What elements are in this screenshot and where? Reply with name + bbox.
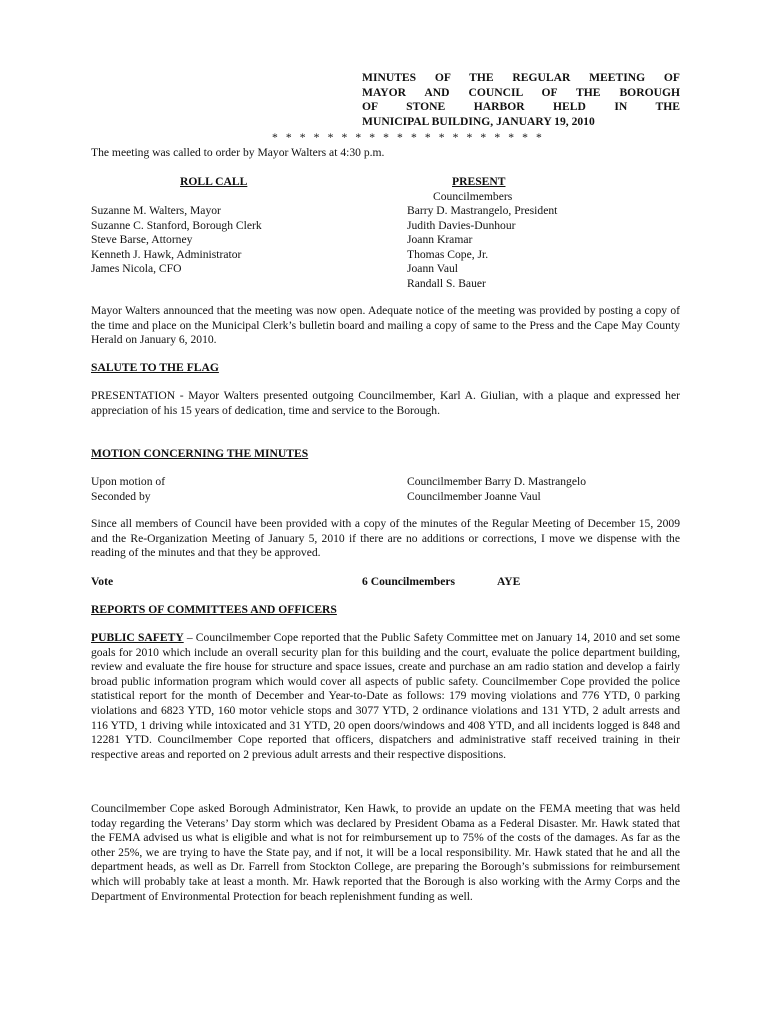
notice-paragraph: Mayor Walters announced that the meeting was now open. Adequate notice of the meeting was provided by posting a copy of the time and place on the Municipal Clerk’s bulletin board and mailing a copy of same to the Press and the Cape May County Herald on January 6, 2010.	[91, 304, 680, 347]
public-safety-text: – Councilmember Cope reported that the Public Safety Committee met on January 14, 2010 and set some goals for 2010 which include an overall security plan for this building and the court, evaluate the police department building, review and evaluate the fire house for structure and space issues, create and purchase an am radio station and develop a fairly broad public information program which would cover all aspects of public safety. Councilmember Cope provided the police statistical report for the month of December and Year-to-Date as follows: 179 moving violations and 776 YTD, 0 parking violations and 6823 YTD, 160 motor vehicle stops and 3077 YTD, 2 ordinance violations and 131 YTD, 2 adult arrests and 116 YTD, 1 driving while intoxicated and 31 YTD, 20 open doors/windows and 408 YTD, and all incidents logged is 848 and 12281 YTD. Councilmember Cope reported that officers, dispatchers and administrative staff received training in their respective areas and reported on 2 previous adult arrests and their respective dispositions.	[91, 631, 680, 761]
reports-heading: REPORTS OF COMMITTEES AND OFFICERS	[91, 603, 337, 616]
present-heading: PRESENT	[452, 175, 506, 188]
upon-motion-label: Upon motion of	[91, 475, 166, 488]
minutes-title	[362, 71, 680, 129]
vote-label: Vote	[91, 575, 114, 588]
present-subheading: Councilmembers	[433, 190, 513, 203]
separator-line: * * * * * * * * * * * * * * * * * * * *	[272, 131, 545, 144]
roll-call-name: Suzanne M. Walters, Mayor	[91, 204, 221, 217]
salute-heading: SALUTE TO THE FLAG	[91, 361, 219, 374]
present-name: Joann Vaul	[407, 262, 458, 276]
public-safety-label: PUBLIC SAFETY	[91, 631, 184, 644]
roll-call-name: Steve Barse, Attorney	[91, 233, 193, 247]
present-name: Barry D. Mastrangelo, President	[407, 204, 558, 217]
roll-call-name: James Nicola, CFO	[91, 262, 182, 276]
present-name: Randall S. Bauer	[407, 276, 486, 290]
roll-call-list	[91, 204, 262, 277]
seconded-label: Seconded by	[91, 490, 151, 503]
title-line: MUNICIPAL BUILDING, JANUARY 19, 2010	[362, 114, 595, 128]
call-to-order: The meeting was called to order by Mayor Walters at 4:30 p.m.	[91, 146, 385, 159]
roll-call-name: Kenneth J. Hawk, Administrator	[91, 247, 242, 261]
fema-paragraph: Councilmember Cope asked Borough Administrator, Ken Hawk, to provide an update on the FEMA meeting that was held today regarding the Veterans’ Day storm which was declared by President Obama as a Federal Disaster. Mr. Hawk stated that the FEMA advised us what is eligible and what is not for reimbursement up to 75% of the costs of the damages. As far as the other 25%, we are trying to have the State pay, and if not, it will be a local responsibility. Mr. Hawk stated that he and all the department heads, as well as Dr. Farrell from Stockton College, are preparing the Borough’s submissions for reimbursement which will probably take at least a month. Mr. Hawk reported that the Borough is also working with the Army Corps and the Department of Environmental Protection for beach replenishment funding as well.	[91, 802, 680, 903]
roll-call-heading: ROLL CALL	[180, 175, 248, 188]
title-line: MAYOR AND COUNCIL OF THE BOROUGH	[362, 85, 680, 99]
public-safety-paragraph	[91, 631, 680, 762]
title-line: MINUTES OF THE REGULAR MEETING OF	[362, 71, 680, 84]
present-name: Judith Davies-Dunhour	[407, 218, 516, 232]
minutes-paragraph: Since all members of Council have been provided with a copy of the minutes of the Regular Meeting of December 15, 2009 and the Re-Organization Meeting of January 5, 2010 if there are no additions or corrections, I move we dispense with the reading of the minutes and that they be approved.	[91, 517, 680, 560]
present-name: Joann Kramar	[407, 233, 473, 247]
title-line: OF STONE HARBOR HELD IN THE	[362, 100, 680, 114]
presentation-paragraph: PRESENTATION - Mayor Walters presented outgoing Councilmember, Karl A. Giulian, with a plaque and expressed her appreciation of his 15 years of dedication, time and service to the Borough.	[91, 389, 680, 417]
vote-result: AYE	[497, 575, 521, 588]
present-name: Thomas Cope, Jr.	[407, 247, 489, 261]
upon-motion-value: Councilmember Barry D. Mastrangelo	[407, 475, 587, 488]
vote-value: 6 Councilmembers	[362, 575, 456, 588]
seconded-value: Councilmember Joanne Vaul	[407, 490, 541, 503]
roll-call-name: Suzanne C. Stanford, Borough Clerk	[91, 218, 262, 232]
present-list	[407, 204, 557, 292]
minutes-heading: MOTION CONCERNING THE MINUTES	[91, 447, 309, 460]
